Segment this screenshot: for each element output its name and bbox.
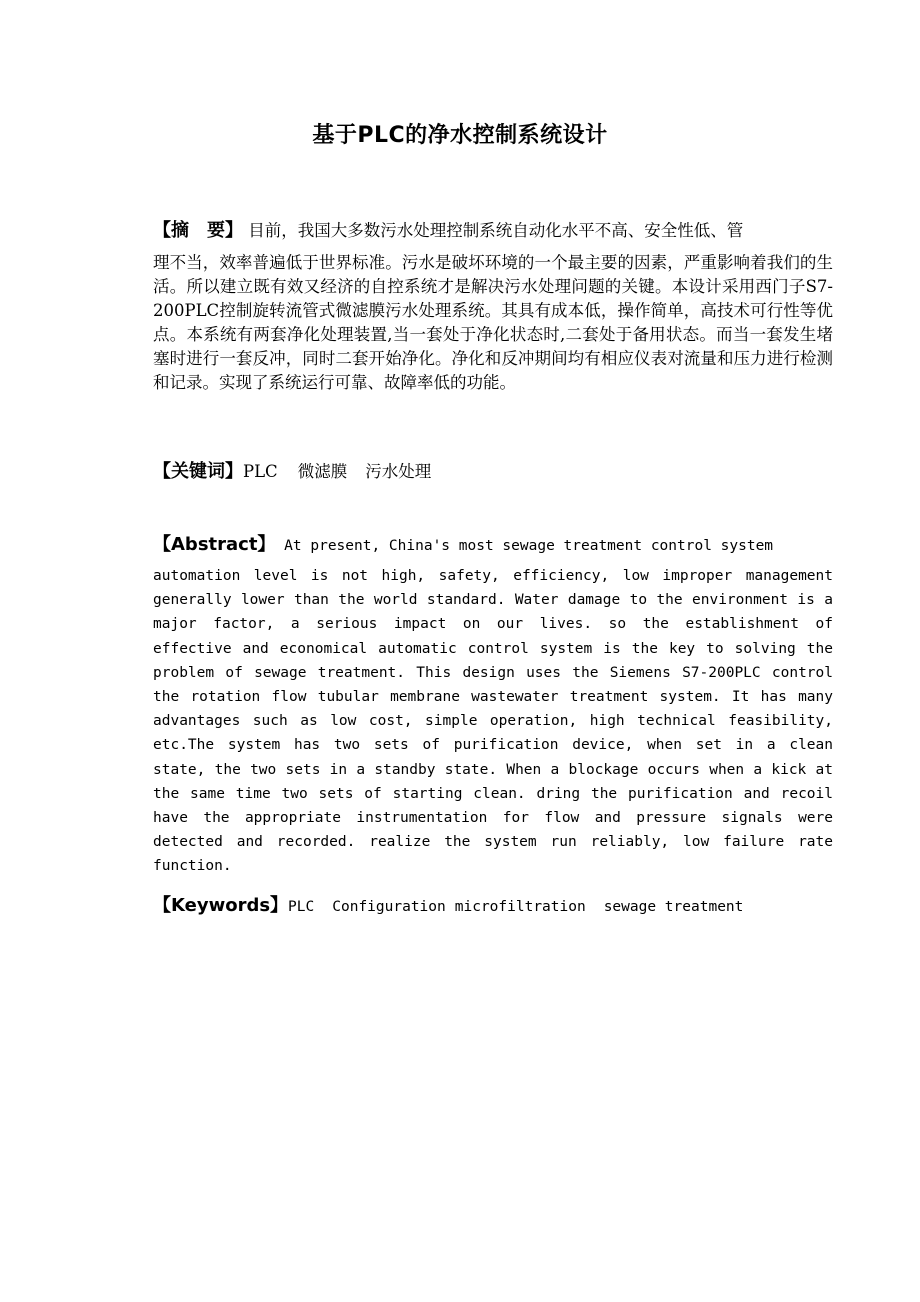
abstract-en-first-line (153, 527, 833, 564)
keyword-en-item: microfiltration (454, 899, 586, 915)
page-title: 基于PLC的净水控制系统设计 (312, 123, 608, 148)
keyword-en-item: Configuration (332, 899, 446, 915)
abstract-zh (153, 211, 833, 395)
keywords-zh-heading: 【关键词】 (153, 461, 243, 482)
abstract-en-heading: 【Abstract】 (153, 534, 276, 555)
keyword-en-item: sewage treatment (603, 899, 744, 915)
abstract-zh-body: 理不当，效率普遍低于世界标准。污水是破坏环境的一个最主要的因素，严重影响着我们的生活。所以建立既有效又经济的自控系统才是解决污水处理问题的关键。本设计采用西门子S7-200PLC控制旋转流管式微滤膜污水处理系统。其具有成本低，操作简单，高技术可行性等优点。本系统有两套净化处理装置,当一套处于净化状态时,二套处于备用状态。而当一套发生堵塞时进行一套反冲，同时二套开始净化。净化和反冲期间均有相应仪表对流量和压力进行检测和记录。实现了系统运行可靠、故障率低的功能。 (153, 253, 833, 392)
keywords-en (153, 892, 833, 921)
keyword-zh-item: 污水处理 (365, 462, 432, 481)
keywords-zh (153, 458, 833, 487)
abstract-en-body: automation level is not high, safety, efficiency, low improper management generally lower than the world standard. Water damage to the environment is a major factor, a serious impact on our lives. so the establishment of effective and economical automatic control system is the key to solving the problem of sewage treatment. This design uses the Siemens S7-200PLC control the rotation flow tubular membrane wastewater treatment system. It has many advantages such as low cost, simple operation, high technical feasibility, etc.The system has two sets of purification device, when set in a clean state, the two sets in a standby state. When a blockage occurs when a kick at the same time two sets of starting clean. dring the purification and recoil have the appropriate instrumentation for flow and pressure signals were detected and recorded. realize the system run reliably, low failure rate function. (153, 568, 833, 875)
keyword-en-item: PLC (288, 899, 315, 915)
keywords-en-heading: 【Keywords】 (153, 895, 289, 916)
abstract-zh-first-text: 目前，我国大多数污水处理控制系统自动化水平不高、安全性低、管 (248, 221, 744, 240)
abstract-zh-heading: 【摘 要】 (153, 220, 243, 241)
keyword-zh-item: 微滤膜 (297, 462, 348, 481)
abstract-en (153, 527, 833, 879)
abstract-zh-first-line (153, 211, 833, 251)
keyword-zh-item: PLC (243, 462, 278, 481)
abstract-en-first-text: At present, China's most sewage treatment control system (284, 538, 774, 554)
